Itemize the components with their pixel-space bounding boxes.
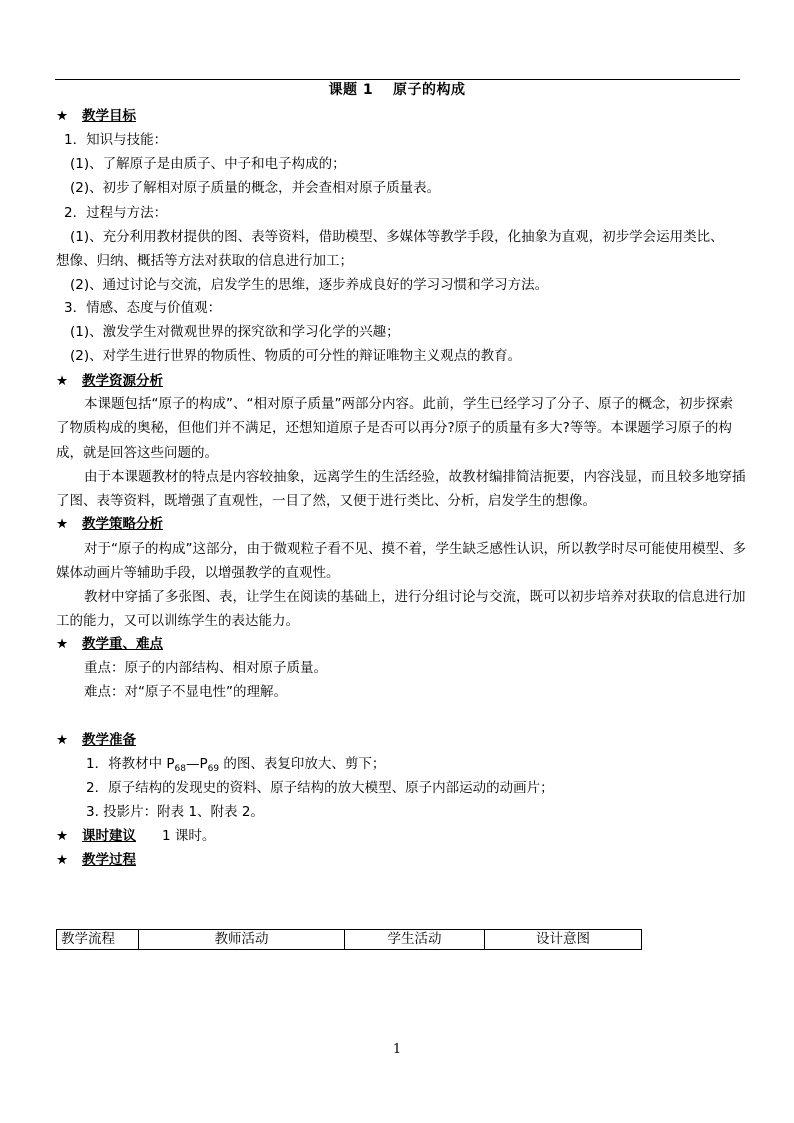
goals-item-1-2: (2)、初步了解相对原子质量的概念，并会查相对原子质量表。	[70, 180, 441, 196]
star-icon: ★	[56, 373, 69, 389]
goals-item-2-2: (2)、通过讨论与交流，启发学生的思维，逐步养成良好的学习习惯和学习方法。	[70, 277, 549, 293]
star-icon: ★	[56, 732, 69, 748]
section-heading-keypoints: ★ 教学重、难点	[56, 636, 163, 652]
section-heading-goals: ★ 教学目标	[56, 108, 136, 124]
goals-item-3: 3．情感、态度与价值观：	[64, 300, 222, 316]
section-heading-process: ★ 教学过程	[56, 852, 136, 868]
page-number: 1	[392, 1042, 402, 1057]
period-value: 1 课时。	[162, 828, 216, 844]
process-table	[56, 929, 642, 950]
goals-item-2-1a: (1)、充分利用教材提供的图、表等资料，借助模型、多媒体等教学手段，化抽象为直观，初步学会运用类比、	[70, 229, 724, 245]
section-heading-prep: ★ 教学准备	[56, 732, 136, 748]
strategy-paragraph-2: 教材中穿插了多张图、表，让学生在阅读的基础上，进行分组讨论与交流，既可以初步培养对获取的信息进行加工的能力，又可以训练学生的表达能力。	[56, 589, 746, 630]
keypoint-key: 重点：原子的内部结构、相对原子质量。	[84, 660, 327, 676]
table-header-flow: 教学流程	[57, 930, 139, 950]
keypoint-difficult: 难点：对“原子不显电性”的理解。	[84, 684, 287, 700]
section-heading-resources: ★ 教学资源分析	[56, 373, 163, 389]
resources-paragraph-1: 本课题包括“原子的构成”、“相对原子质量”两部分内容。此前，学生已经学习了分子、原子的概念，初步探索了物质构成的奥秘，但他们并不满足，还想知道原子是否可以再分?原子的质量有多大?等等。本课题学习原子的构成，就是回答这些问题的。	[56, 396, 733, 461]
prep-item-1: 1．将教材中 $P_{68}—P_{69}$ 的图、表复印放大、剪下；	[86, 756, 386, 774]
star-icon: ★	[56, 852, 69, 868]
star-icon: ★	[56, 636, 69, 652]
section-heading-period: ★ 课时建议	[56, 828, 136, 844]
star-icon: ★	[56, 516, 69, 532]
table-header-teacher: 教师活动	[139, 930, 345, 950]
prep-item-2: 2．原子结构的发现史的资料、原子结构的放大模型、原子内部运动的动画片；	[86, 780, 554, 796]
header-rule	[55, 79, 740, 80]
star-icon: ★	[56, 108, 69, 124]
strategy-paragraph-1: 对于“原子的构成”这部分，由于微观粒子看不见、摸不着，学生缺乏感性认识，所以教学时尽可能使用模型、多媒体动画片等辅助手段，以增强教学的直观性。	[56, 541, 746, 582]
star-icon: ★	[56, 828, 69, 844]
table-header-intent: 设计意图	[485, 930, 642, 950]
section-heading-strategy: ★ 教学策略分析	[56, 516, 163, 532]
goals-item-1: 1．知识与技能：	[64, 132, 168, 148]
goals-item-2: 2．过程与方法：	[64, 205, 168, 221]
prep-item-3: 3. 投影片：附表 1、附表 2。	[86, 804, 264, 820]
goals-item-1-1: (1)、了解原子是由质子、中子和电子构成的；	[70, 156, 346, 172]
goals-item-3-1: (1)、激发学生对微观世界的探究欲和学习化学的兴趣；	[70, 324, 400, 340]
table-header-row	[57, 930, 642, 950]
page-title: 课题 1 原子的构成	[328, 82, 466, 98]
goals-item-2-1b: 想像、归纳、概括等方法对获取的信息进行加工；	[56, 253, 353, 269]
goals-item-3-2: (2)、对学生进行世界的物质性、物质的可分性的辩证唯物主义观点的教育。	[70, 348, 522, 364]
resources-paragraph-2: 由于本课题教材的特点是内容较抽象，远离学生的生活经验，故教材编排简洁扼要，内容浅显，而且较多地穿插了图、表等资料，既增强了直观性，一目了然，又便于进行类比、分析，启发学生的想像。	[56, 469, 746, 510]
table-header-student: 学生活动	[345, 930, 485, 950]
